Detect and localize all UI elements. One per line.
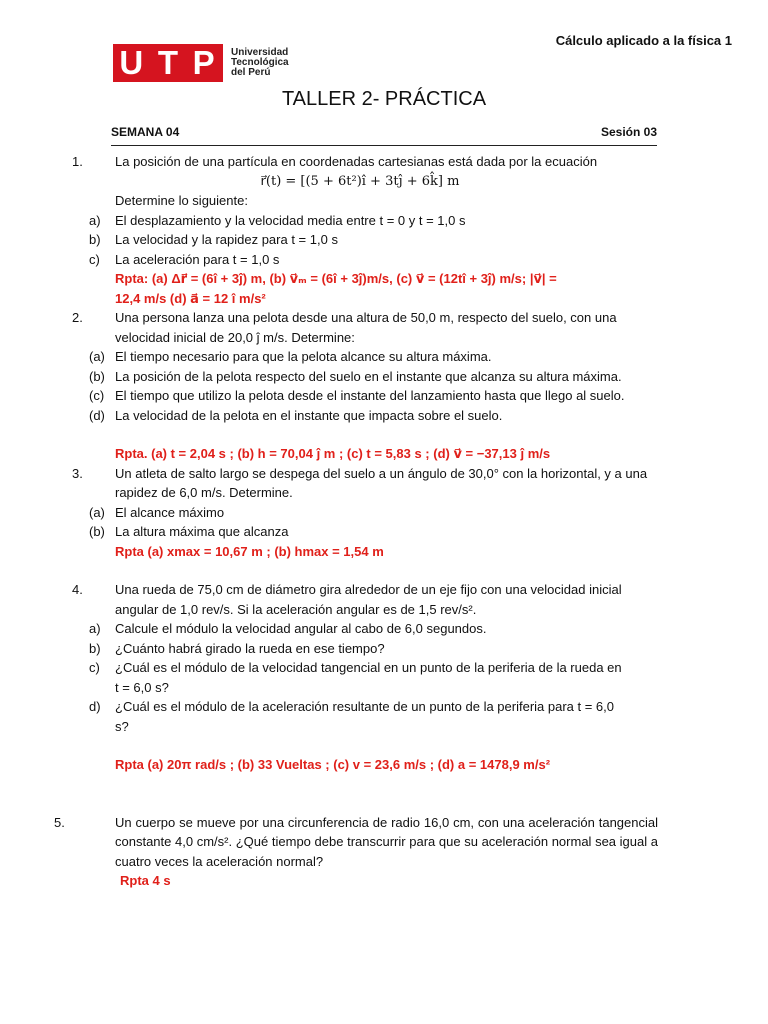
logo-letter-u: U xyxy=(119,44,146,81)
item-label: a) xyxy=(89,621,101,636)
prompt: Determine lo siguiente: xyxy=(115,193,248,208)
question-number: 1. xyxy=(72,154,83,169)
item-label: c) xyxy=(89,660,100,675)
session-label: Sesión 03 xyxy=(600,125,657,139)
item-label: (c) xyxy=(89,388,105,403)
logo-line: Universidad xyxy=(231,47,289,58)
page-title: TALLER 2- PRÁCTICA xyxy=(281,88,487,110)
list-item: c) ¿Cuál es el módulo de la velocidad tangencial en un punto de la periferia de la rueda en xyxy=(62,658,658,678)
logo-letter-p: P xyxy=(192,44,217,81)
list-item: (d) La velocidad de la pelota en el instante que impacta sobre el suelo. xyxy=(62,406,658,426)
list-item: d) ¿Cuál es el módulo de la aceleración resultante de un punto de la periferia para t = 6,0 xyxy=(62,697,658,717)
answer: Rpta (a) 20π rad/s ; (b) 33 Vueltas ; (c) v = 23,6 m/s ; (d) a = 1478,9 m/s² xyxy=(115,757,551,772)
answer: Rpta. (a) t = 2,04 s ; (b) h = 70,04 ĵ m ; (c) t = 5,83 s ; (d) v⃗ = −37,13 ĵ m/s xyxy=(115,446,551,461)
item-label: a) xyxy=(89,212,101,228)
question-text-cont: rapidez de 6,0 m/s. Determine. xyxy=(115,485,293,500)
header-divider xyxy=(111,145,657,146)
question-text-cont: velocidad inicial de 20,0 ĵ m/s. Determine: xyxy=(115,329,355,345)
logo-line: del Perú xyxy=(231,67,271,78)
list-item: a) Calcule el módulo la velocidad angular al cabo de 6,0 segundos. xyxy=(62,619,658,639)
equation: r⃗(t) = [(5 + 6t²)î + 3tĵ + 6k̂] m xyxy=(260,173,460,189)
logo-line: Tecnológica xyxy=(231,57,289,68)
exercise-list xyxy=(54,152,658,891)
list-item: b) La velocidad y la rapidez para t = 1,0 s xyxy=(62,230,658,250)
question-2-text: 2. Una persona lanza una pelota desde una altura de 50,0 m, respecto del suelo, con una xyxy=(62,308,658,328)
item-label: d) xyxy=(89,699,101,714)
list-item: (b) La posición de la pelota respecto del suelo en el instante que alcanza su altura máxima. xyxy=(62,367,658,387)
list-item-cont: s? xyxy=(115,718,129,734)
answer: Rpta 4 s xyxy=(120,873,171,888)
item-label: b) xyxy=(89,640,101,656)
course-name: Cálculo aplicado a la física 1 xyxy=(555,33,732,48)
item-label: (b) xyxy=(89,524,105,539)
question-number: 3. xyxy=(72,465,83,481)
answer: 12,4 m/s (d) a⃗ = 12 î m/s² xyxy=(115,290,266,306)
item-label: (a) xyxy=(89,504,105,520)
question-number: 2. xyxy=(72,310,83,325)
item-label: b) xyxy=(89,232,101,247)
question-number: 4. xyxy=(72,582,83,597)
list-item: b) ¿Cuánto habrá girado la rueda en ese tiempo? xyxy=(62,639,658,659)
question-1-text: 1. La posición de una partícula en coordenadas cartesianas está dada por la ecuación xyxy=(62,152,658,172)
question-4-text: 4. Una rueda de 75,0 cm de diámetro gira alrededor de un eje fijo con una velocidad inicial xyxy=(62,580,658,600)
list-item: (a) El tiempo necesario para que la pelota alcance su altura máxima. xyxy=(62,347,658,367)
list-item: (a) El alcance máximo xyxy=(62,503,658,523)
utp-logo xyxy=(113,44,289,82)
list-item: a) El desplazamiento y la velocidad media entre t = 0 y t = 1,0 s xyxy=(62,211,658,231)
list-item: c) La aceleración para t = 1,0 s xyxy=(62,250,658,270)
logo-mark xyxy=(113,44,223,82)
item-label: (a) xyxy=(89,349,105,364)
logo-letter-t: T xyxy=(157,44,180,81)
item-label: c) xyxy=(89,251,100,267)
item-label: (d) xyxy=(89,407,105,423)
list-item: (c) El tiempo que utilizo la pelota desde el instante del lanzamiento hasta que llego al suelo. xyxy=(62,386,658,406)
answer: Rpta (a) xmax = 10,67 m ; (b) hmax = 1,54 m xyxy=(115,543,384,559)
question-number: 5. xyxy=(54,814,65,830)
question-text-cont: angular de 1,0 rev/s. Si la aceleración angular es de 1,5 rev/s². xyxy=(115,601,477,617)
list-item: (b) La altura máxima que alcanza xyxy=(62,522,658,542)
question-5-text: 5. Un cuerpo se mueve por una circunferencia de radio 16,0 cm, con una aceleración tangencial constante 4,0 cm/s². ¿Qué tiempo debe transcurrir para que su aceleración normal sea igual a cuatro veces la aceleración normal? xyxy=(54,814,658,869)
week-label: SEMANA 04 xyxy=(111,125,180,139)
answer: Rpta: (a) Δr⃗ = (6î + 3ĵ) m, (b) v⃗ₘ = (6î + 3ĵ)m/s, (c) v⃗ = (12tî + 3ĵ) m/s; |v⃗| = xyxy=(115,271,557,286)
meta-row xyxy=(111,125,657,139)
list-item-cont: t = 6,0 s? xyxy=(115,679,169,695)
item-label: (b) xyxy=(89,368,105,384)
question-3-text: 3. Un atleta de salto largo se despega del suelo a un ángulo de 30,0° con la horizontal, y a una xyxy=(62,464,658,484)
logo-text xyxy=(231,48,289,78)
